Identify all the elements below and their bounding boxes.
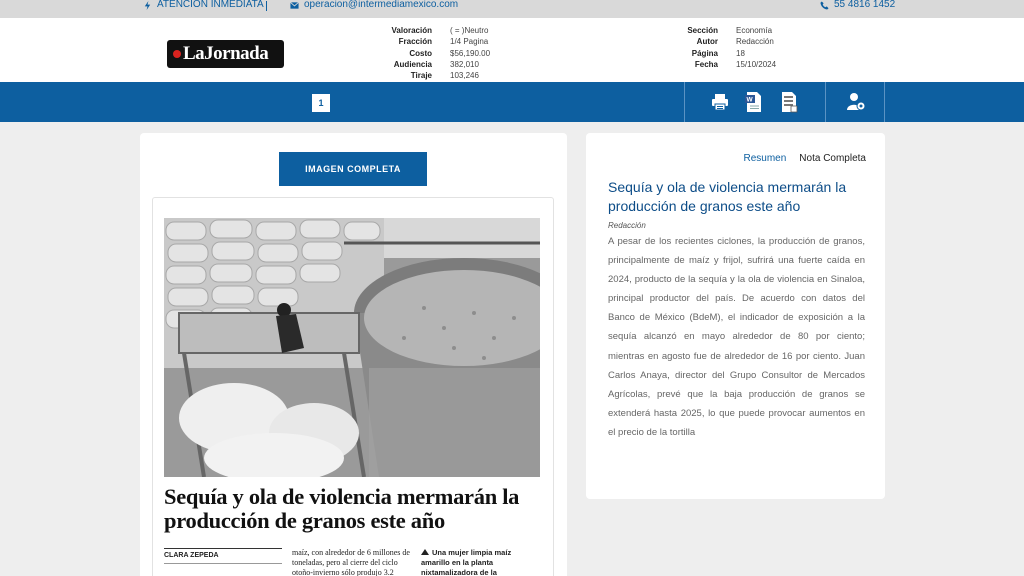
meta-value: 18	[736, 48, 745, 58]
meta-value: 15/10/2024	[736, 59, 777, 69]
meta-key: Autor	[696, 37, 718, 47]
user-settings-icon[interactable]	[845, 91, 867, 113]
byline-rule	[164, 563, 282, 564]
meta-key: Costo	[409, 48, 432, 58]
caption-text: Una mujer limpia maíz amarillo en la planta nixtamalizadora de la	[421, 548, 512, 576]
meta-value: 382,010	[450, 59, 479, 69]
meta-key: Fecha	[694, 59, 718, 69]
meta-value: Redacción	[736, 37, 774, 47]
toolbar-divider	[884, 82, 885, 122]
header	[0, 18, 1024, 82]
toolbar	[0, 82, 1024, 122]
svg-text:W: W	[746, 96, 753, 104]
meta-key: Valoración	[391, 26, 432, 35]
email-label: operacion@intermediamexico.com	[304, 0, 459, 10]
attention-link[interactable]	[143, 0, 264, 18]
clipping-panel	[140, 133, 567, 576]
phone-link[interactable]	[820, 0, 895, 18]
phone-icon	[820, 1, 829, 10]
article-title: Sequía y ola de violencia mermarán la producción de granos este año	[608, 179, 847, 214]
meta-value: 103,246	[450, 71, 479, 81]
meta-row	[670, 48, 776, 59]
summary-panel	[586, 133, 885, 499]
clip-headline: Sequía y ola de violencia mermarán la producción de granos este año	[164, 484, 520, 533]
meta-row	[370, 25, 490, 36]
email-link[interactable]	[290, 0, 458, 18]
newspaper-clipping[interactable]	[152, 197, 554, 576]
summary-tabs	[743, 153, 866, 164]
caption-triangle-icon	[421, 549, 429, 555]
envelope-icon	[290, 1, 299, 10]
print-icon[interactable]	[709, 91, 731, 113]
page-number-button[interactable]: 1	[312, 94, 330, 112]
pdf-icon[interactable]	[778, 91, 800, 113]
meta-row	[670, 25, 776, 36]
metadata-left	[370, 25, 490, 81]
meta-key: Sección	[687, 26, 718, 35]
tab-resumen[interactable]: Resumen	[743, 153, 787, 164]
meta-key: Fracción	[398, 37, 432, 47]
meta-row	[670, 59, 776, 70]
meta-row	[370, 59, 490, 70]
meta-row	[370, 70, 490, 81]
meta-value: Economía	[736, 26, 773, 35]
meta-value: ( = )Neutro	[450, 26, 489, 35]
news-photo	[164, 218, 540, 477]
meta-row	[370, 36, 490, 47]
meta-key: Página	[691, 48, 718, 58]
meta-value: $56,190.00	[450, 48, 491, 58]
la-jornada-logo	[167, 40, 284, 68]
meta-row	[370, 48, 490, 59]
article-summary: A pesar de los recientes ciclones, la producción de granos, principalmente de maíz y frijol, sufrirá una fuerte caída en 2024, producto de la sequía y la ola de violencia en Sinaloa, principal productor del país. De acuerdo con datos del Banco de México (BdeM), el indicador de exposición a la sequía alcanzó en mayo alrededor de 80 por ciento; mientras en agosto fue de alrededor de 16 por ciento. Juan Carlos Anaya, director del Grupo Consultor de Mercados Agrícolas, prevé que la baja producción de granos se extenderá hasta 2025, lo que puede provocar aumentos en el precio de la tortilla	[608, 236, 865, 438]
toolbar-divider	[825, 82, 826, 122]
lightning-icon	[143, 1, 152, 10]
clip-caption	[421, 548, 531, 576]
clip-byline: CLARA ZEPEDA	[164, 548, 282, 559]
meta-value: 1/4 Pagina	[450, 37, 489, 47]
phone-label: 55 4816 1452	[834, 0, 896, 10]
word-icon[interactable]	[743, 91, 765, 113]
article-author: Redacción	[608, 221, 646, 230]
metadata-right	[670, 25, 776, 70]
contact-bar	[0, 0, 1024, 18]
attention-label: ATENCION INMEDIATA	[157, 0, 264, 10]
tab-nota-completa[interactable]: Nota Completa	[799, 153, 866, 164]
topbar-divider	[266, 1, 267, 11]
logo-text: LaJornada	[183, 43, 269, 64]
meta-key: Audiencia	[393, 59, 432, 69]
logo-dot	[173, 50, 181, 58]
meta-row	[670, 36, 776, 47]
toolbar-divider	[684, 82, 685, 122]
full-image-button[interactable]: IMAGEN COMPLETA	[279, 152, 427, 186]
meta-key: Tiraje	[410, 71, 432, 81]
clip-body-text: maíz, con alrededor de 6 millones de toneladas, pero al cierre del ciclo otoño-invierno sólo produjo 3.2	[292, 548, 410, 576]
